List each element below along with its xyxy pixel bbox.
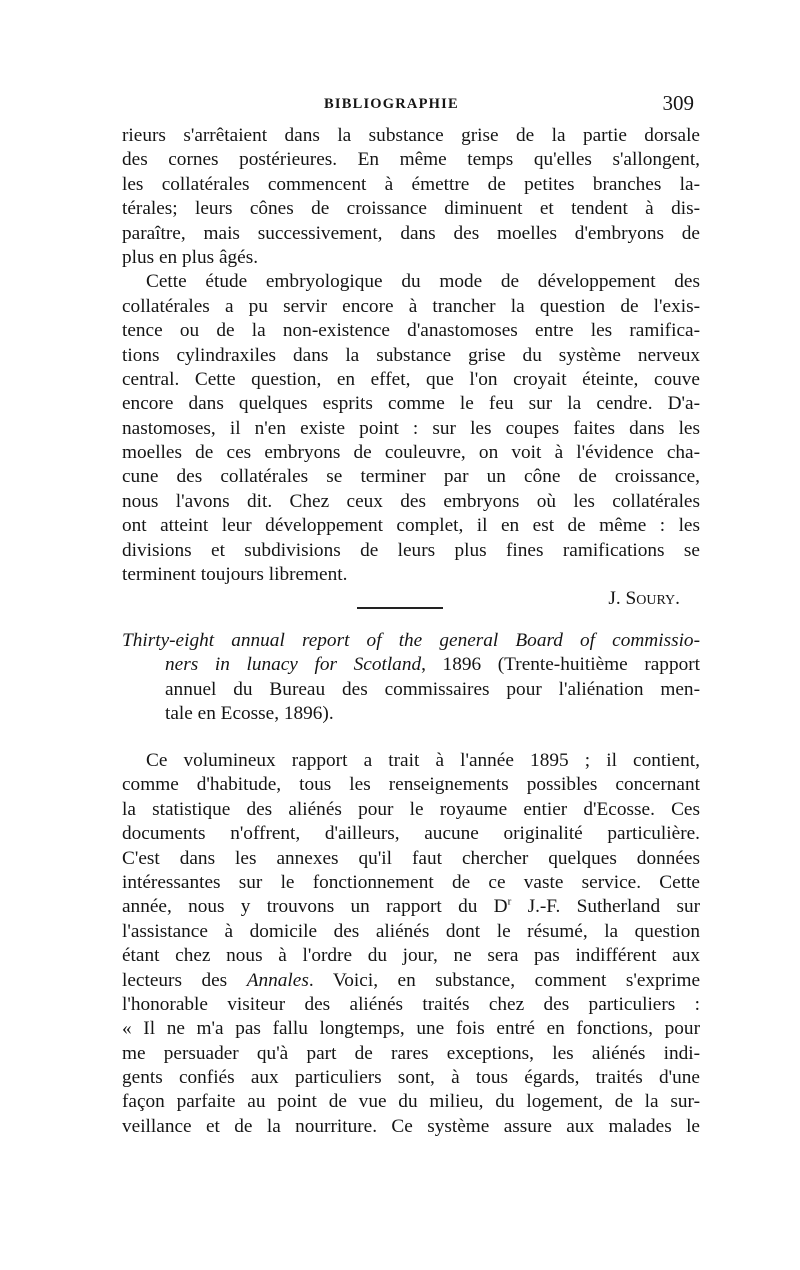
text-segment: les collatérales commencent à émettre de petites branches la-	[122, 173, 700, 195]
text-line	[122, 392, 700, 416]
text-line	[122, 490, 700, 514]
running-title: BIBLIOGRAPHIE	[324, 96, 459, 112]
text-segment: térales; leurs cônes de croissance diminuent et tendent à dis-	[122, 198, 700, 220]
text-line	[122, 773, 700, 797]
text-segment: Ce volumineux rapport a trait à l'année 1895 ; il contient,	[146, 750, 700, 771]
text-line	[122, 1115, 700, 1139]
text-line	[122, 295, 700, 319]
text-segment: comme d'habitude, tous les renseignements possibles concernant	[122, 774, 700, 796]
text-segment: étant chez nous à l'ordre du jour, ne sera pas indifférent aux	[122, 945, 700, 967]
text-line	[122, 514, 700, 538]
text-line	[122, 539, 700, 563]
text-line	[122, 871, 700, 895]
text-segment: l'assistance à domicile des aliénés dont le résumé, la question	[122, 920, 700, 942]
text-segment: paraître, mais successivement, dans des moelles d'embryons de	[122, 222, 700, 244]
text-segment: tence ou de la non-existence d'anastomoses entre les ramifica-	[122, 320, 700, 342]
text-line	[122, 368, 700, 392]
text-segment: cune des collatérales se terminer par un cône de croissance,	[122, 466, 700, 488]
text-segment: ont atteint leur développement complet, il en est de même : les	[122, 515, 700, 537]
text-line	[122, 944, 700, 968]
text-segment: veillance et de la nourriture. Ce système assure aux malades le	[122, 1115, 700, 1137]
text-line	[122, 895, 700, 919]
text-segment: la statistique des aliénés pour le royaume entier d'Ecosse. Ces	[122, 798, 700, 820]
text-line	[122, 822, 700, 846]
text-segment: moelles de ces embryons de couleuvre, on voit à l'évidence cha-	[122, 442, 700, 464]
text-segment: lecteurs des	[122, 969, 247, 991]
text-segment: nous l'avons dit. Chez ceux des embryons où les collatérales	[122, 490, 700, 512]
text-segment: J.	[608, 588, 626, 610]
text-segment: encore dans quelques esprits comme le feu sur la cendre. D'a-	[122, 393, 700, 415]
text-line	[122, 1066, 700, 1090]
text-segment: nastomoses, il n'en existe point : sur les coupes faites dans les	[122, 417, 700, 439]
text-line	[122, 847, 700, 871]
text-line	[122, 1090, 700, 1114]
text-line	[122, 993, 700, 1017]
text-line	[122, 246, 700, 270]
text-line	[122, 173, 700, 197]
text-line	[122, 197, 700, 221]
text-segment: r	[507, 895, 512, 908]
text-segment: gents confiés aux particuliers sont, à tous égards, traités d'une	[122, 1067, 700, 1089]
text-segment: me persuader qu'à part de rares exceptions, les aliénés indi-	[122, 1042, 700, 1064]
text-line	[122, 702, 700, 726]
text-segment: rieurs s'arrêtaient dans la substance grise de la partie dorsale	[122, 125, 700, 146]
review-soury-text	[122, 124, 700, 612]
review-title	[122, 629, 700, 727]
text-line	[122, 1017, 700, 1041]
text-segment: divisions et subdivisions de leurs plus fines ramifications se	[122, 539, 700, 561]
text-line	[122, 319, 700, 343]
italic-text: Thirty-eight annual report of the general Board of commissio-	[122, 630, 700, 651]
text-segment: . Voici, en substance, comment s'exprime	[308, 969, 701, 991]
text-line	[122, 344, 700, 368]
text-line	[122, 678, 700, 702]
text-segment: des cornes postérieures. En même temps qu'elles s'allongent,	[122, 149, 700, 171]
text-segment: tions cylindraxiles dans la substance grise du système nerveux	[122, 344, 700, 366]
text-segment: « Il ne m'a pas fallu longtemps, une fois entré en fonctions, pour	[122, 1018, 700, 1040]
text-segment: façon parfaite au point de vue du milieu, du logement, de la sur-	[122, 1091, 700, 1113]
text-line	[122, 124, 700, 148]
text-segment: annuel du Bureau des commissaires pour l'aliénation men-	[165, 678, 700, 700]
text-line	[122, 653, 700, 677]
italic-text: ners in lunacy for Scotland	[165, 654, 422, 676]
text-line	[122, 749, 700, 773]
text-line	[122, 270, 700, 294]
text-line	[122, 441, 700, 465]
text-segment: C'est dans les annexes qu'il faut chercher quelques données	[122, 847, 700, 869]
text-segment: terminent toujours librement.	[122, 564, 348, 586]
text-segment: année, nous y trouvons un rapport du D	[122, 896, 508, 918]
text-segment: central. Cette question, en effet, que l'on croyait éteinte, couve	[122, 368, 700, 390]
text-line	[122, 920, 700, 944]
section-divider	[357, 607, 443, 609]
review-body	[122, 749, 700, 1139]
italic-text: Annales	[246, 969, 309, 991]
text-line	[122, 1042, 700, 1066]
text-segment: intéressantes sur le fonctionnement de ce vaste service. Cette	[122, 871, 700, 893]
text-line	[122, 563, 700, 587]
page-number: 309	[662, 91, 694, 115]
text-segment: , 1896 (Trente-huitième rapport	[421, 654, 701, 676]
text-segment: documents n'offrent, d'ailleurs, aucune originalité particulière.	[122, 823, 700, 845]
text-line	[122, 465, 700, 489]
text-segment: J.-F. Sutherland sur	[511, 896, 701, 918]
text-line	[122, 148, 700, 172]
text-segment: tale en Ecosse, 1896).	[165, 703, 334, 725]
text-line	[122, 969, 700, 993]
text-line	[122, 798, 700, 822]
text-line	[122, 417, 700, 441]
author-signature: Soury.	[625, 588, 680, 610]
text-segment: plus en plus âgés.	[122, 246, 259, 268]
text-segment: Cette étude embryologique du mode de développement des	[146, 271, 700, 293]
text-line	[122, 629, 700, 653]
text-line	[122, 222, 700, 246]
text-segment: l'honorable visiteur des aliénés traités chez des particuliers :	[122, 993, 700, 1015]
text-segment: collatérales a pu servir encore à trancher la question de l'exis-	[122, 295, 700, 317]
page-header	[122, 91, 700, 118]
